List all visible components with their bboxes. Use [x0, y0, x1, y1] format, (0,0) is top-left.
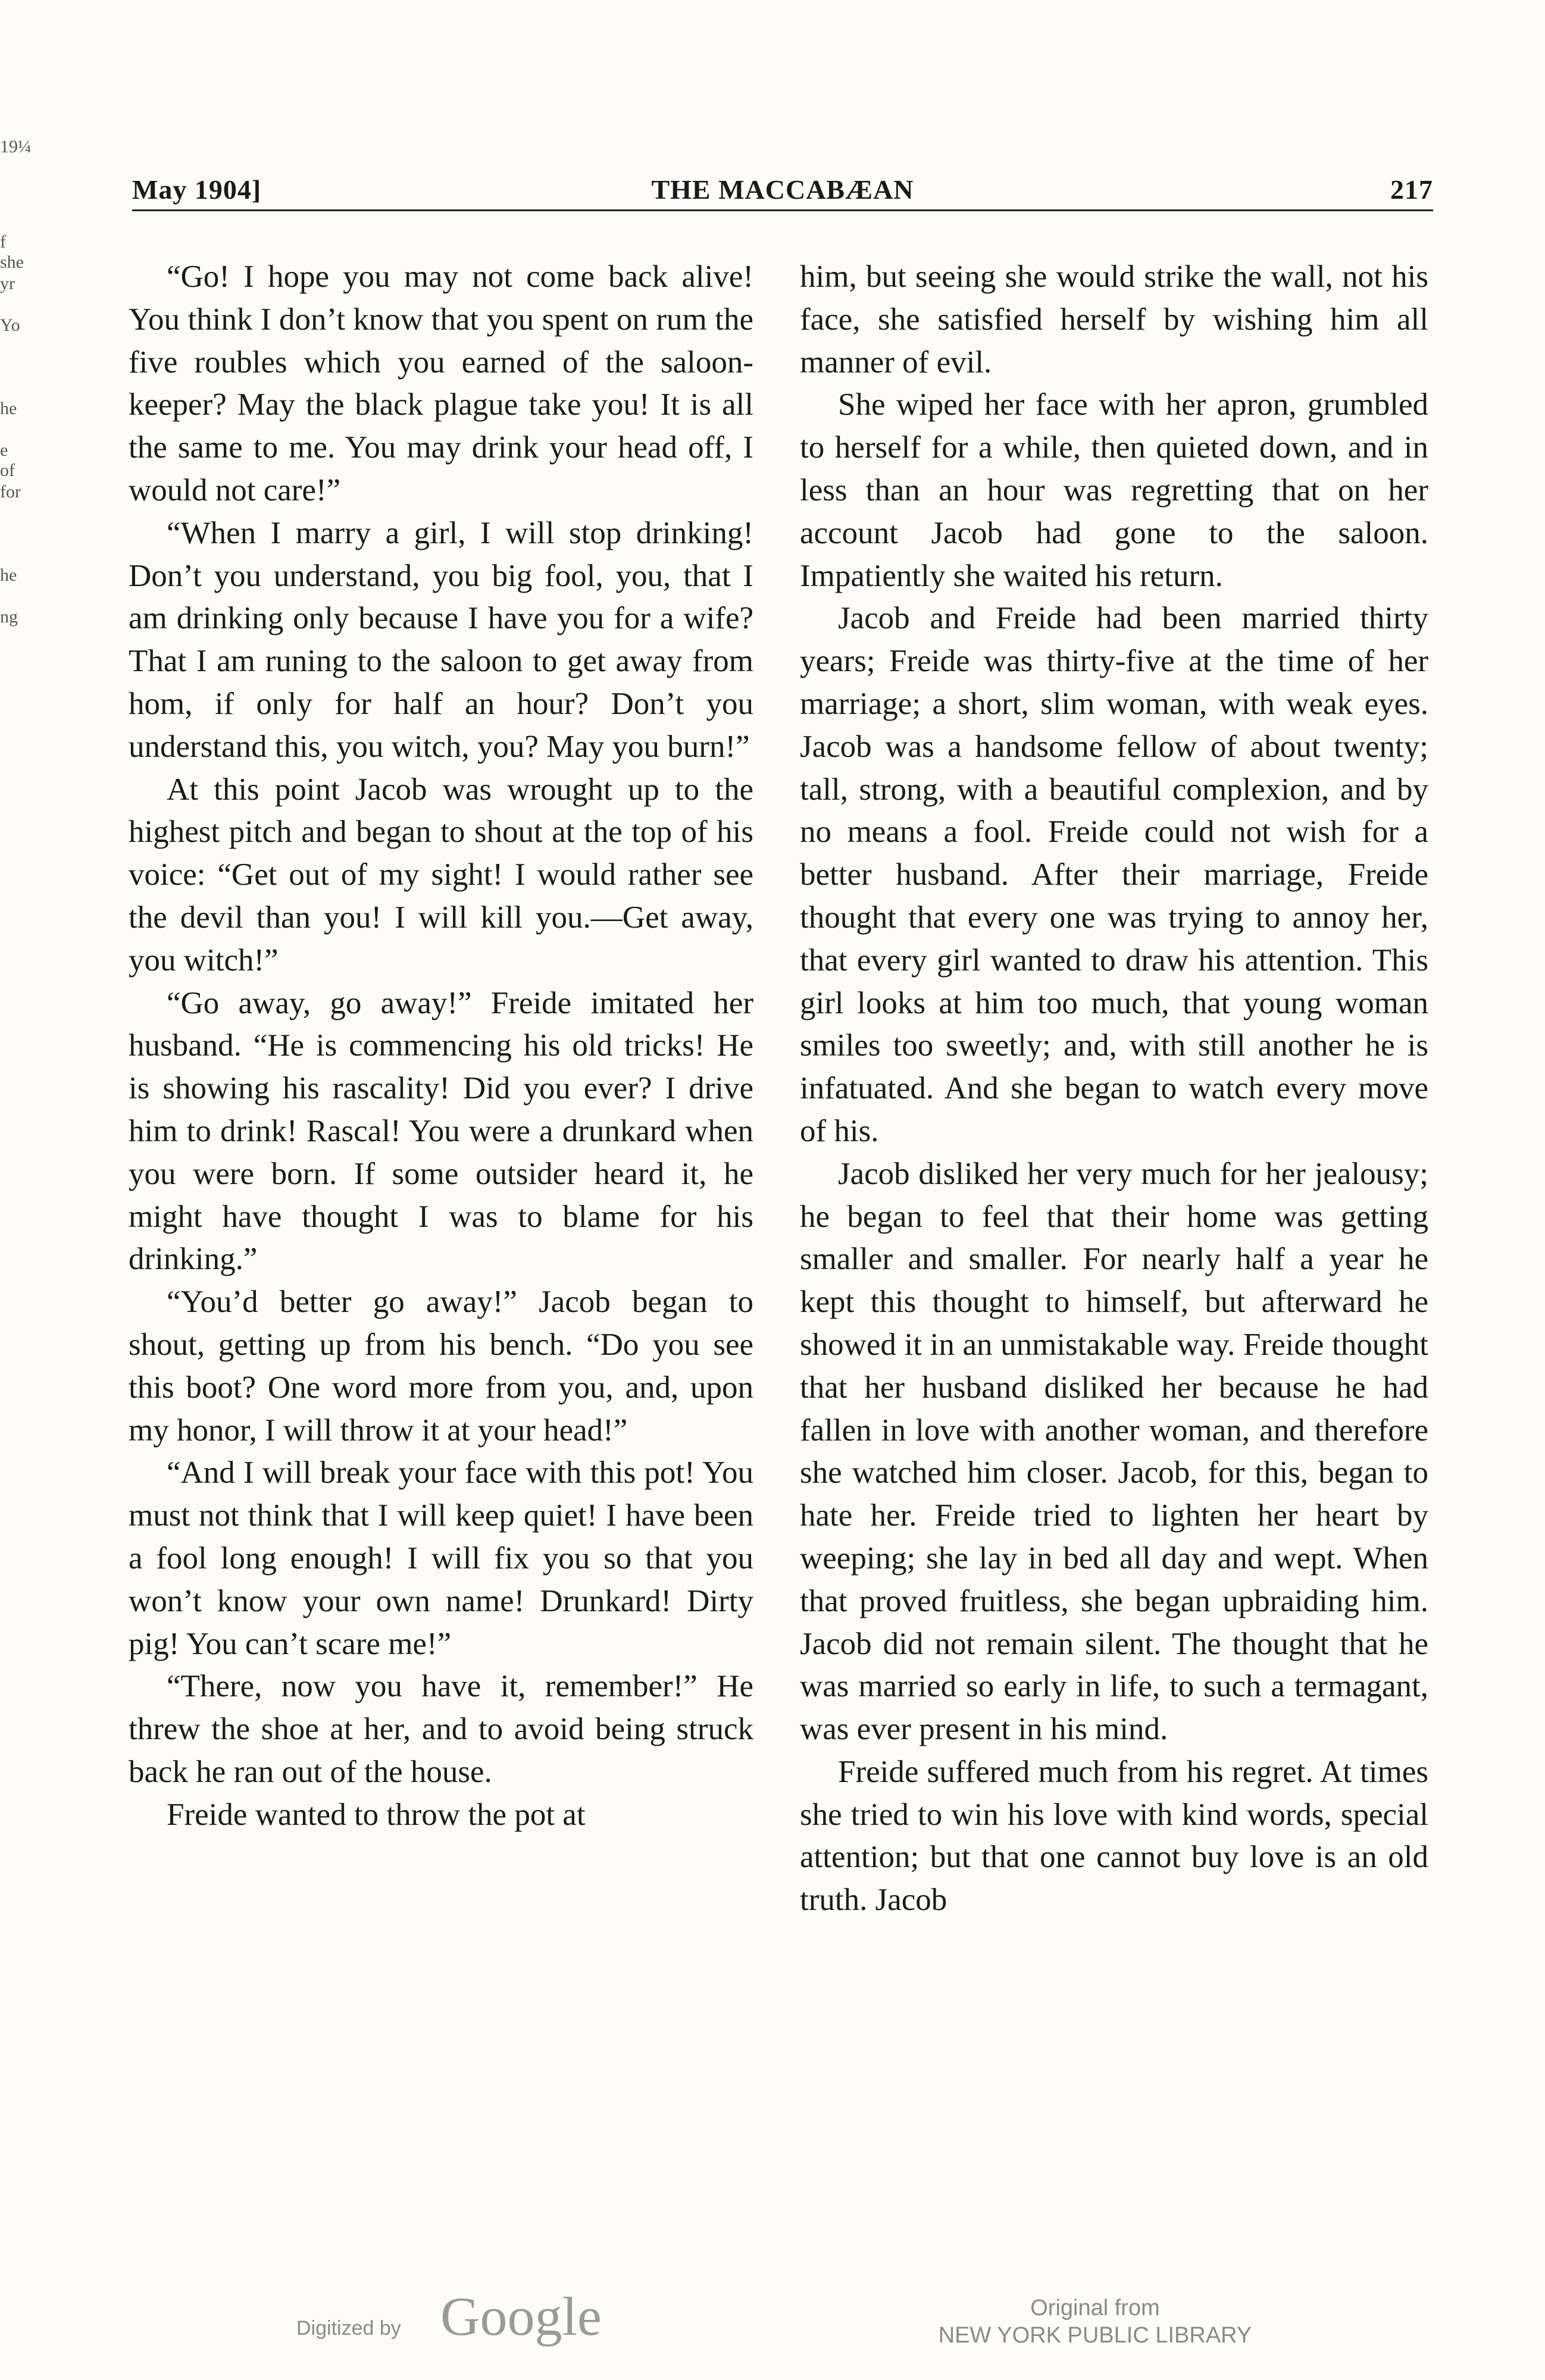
margin-mark: he: [0, 399, 17, 418]
paragraph: “You’d better go away!” Jacob began to shout, getting up from his bench. “Do you see this boot? One word more from you, and, upon my honor, I will throw it at your head!”: [129, 1285, 753, 1448]
journal-title: THE MACCABÆAN: [651, 174, 914, 205]
library-name: NEW YORK PUBLIC LIBRARY: [938, 2323, 1252, 2348]
paragraph: him, but seeing she would strike the wall, not his face, she satisfied herself by wishing him all manner of evil.: [800, 259, 1428, 380]
margin-mark: ng: [0, 607, 18, 627]
right-column: [800, 256, 1428, 1922]
paragraph: Freide suffered much from his regret. At times she tried to win his love with kind words, special attention; but that one cannot buy love is an old truth. Jacob: [800, 1754, 1428, 1918]
paragraph: “There, now you have it, remember!” He threw the shoe at her, and to avoid being struck back he ran out of the house.: [129, 1669, 753, 1789]
margin-mark: yr: [0, 274, 15, 293]
margin-mark: f she: [0, 232, 24, 272]
margin-mark: he: [0, 565, 17, 585]
source-library: [905, 2294, 1286, 2349]
paragraph: “Go away, go away!” Freide imitated her husband. “He is commencing his old tricks! He is showing his rascality! Did you ever? I drive him to drink! Rascal! You were a drunkard when you were born. If some outsider heard it, he might have thought I was to blame for his drinking.”: [129, 985, 753, 1277]
paragraph: Jacob and Freide had been married thirty years; Freide was thirty-five at the time of her marriage; a short, slim woman, with weak eyes. Jacob was a handsome fellow of about twenty; tall, strong, with a beautiful complexion, and by no means a fool. Freide could not wish for a better husband. After their marriage, Freide thought that every one was trying to annoy her, that every girl wanted to draw his attention. This girl looks at him too much, that young woman smiles too sweetly; and, with still another he is infatuated. And she began to watch every move of his.: [800, 601, 1428, 1148]
digitized-by-label: Digitized by: [296, 2317, 401, 2340]
running-header: [132, 174, 1433, 211]
paragraph: She wiped her face with her apron, grumbled to herself for a while, then quieted down, and in less than an hour was regretting that on her account Jacob had gone to the saloon. Impatiently she waited his return.: [800, 387, 1428, 593]
left-column: [129, 256, 753, 1836]
page-number: 217: [1390, 174, 1433, 205]
paragraph: “When I marry a girl, I will stop drinking! Don’t you understand, you big fool, you, that I am drinking only because I have you for a wife? That I am runing to the saloon to get away from hom, if only for half an hour? Don’t you understand this, you witch, you? May you burn!”: [129, 515, 753, 764]
digitization-footer: [0, 2285, 1545, 2368]
paragraph: Jacob disliked her very much for her jealousy; he began to feel that their home was getting smaller and smaller. For nearly half a year he kept this thought to himself, but afterward he showed it in an unmistakable way. Freide thought that her husband disliked her because he had fallen in love with another woman, and therefore she watched him closer. Jacob, for this, began to hate her. Freide tried to lighten her heart by weeping; she lay in bed all day and wept. When that proved fruitless, she began upbraiding him. Jacob did not remain silent. The thought that he was married so early in life, to such a termagant, was ever present in his mind.: [800, 1156, 1428, 1747]
google-logo: Google: [440, 2286, 602, 2347]
margin-mark: for: [0, 482, 21, 502]
margin-mark: Yo: [0, 315, 20, 335]
paragraph: Freide wanted to throw the pot at: [167, 1797, 586, 1832]
margin-mark: 19¼: [0, 137, 32, 156]
paragraph: At this point Jacob was wrought up to the highest pitch and began to shout at the top of his voice: “Get out of my sight! I would rather see the devil than you! I will kill you.—Get away, you witch!”: [129, 772, 753, 978]
issue-date: May 1904]: [132, 174, 262, 205]
margin-mark: e of: [0, 440, 15, 480]
original-from-label: Original from: [1030, 2296, 1160, 2320]
paragraph: “And I will break your face with this pot! You must not think that I will keep quiet! I have been a fool long enough! I will fix you so that you won’t know your own name! Drunkard! Dirty pig! You can’t scare me!”: [129, 1455, 753, 1661]
paragraph: “Go! I hope you may not come back alive! You think I don’t know that you spent on rum the five roubles which you earned of the saloon-keeper? May the black plague take you! It is all the same to me. You may drink your head off, I would not care!”: [129, 259, 753, 508]
